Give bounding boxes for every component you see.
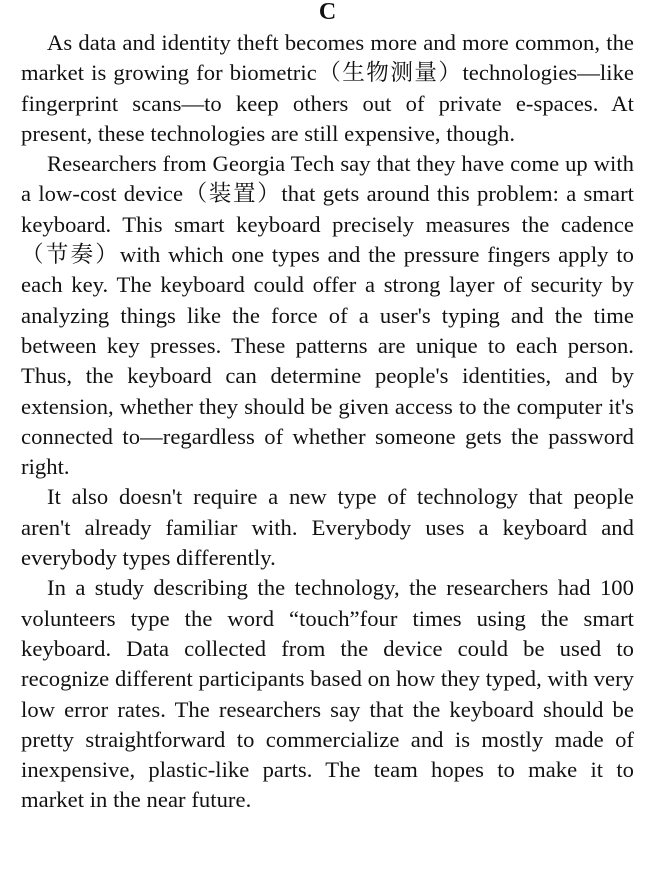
paragraph-2: Researchers from Georgia Tech say that they have come up with a low-cost device（装置）that gets around this problem: a smart keyboard. This smart keyboard precisely measures the cadence（节奏）with which one types and the pressure fingers apply to each key. The keyboard could offer a strong layer of security by analyzing things like the force of a user's typing and the time between key presses. These patterns are unique to each person. Thus, the keyboard can determine people's identities, and by extension, whether they should be given access to the computer it's connected to—regardless of whether someone gets the password right. [21,151,634,480]
paragraph-1: As data and identity theft becomes more and more common, the market is growing for biometric（生物测量）technologies—like fingerprint scans—to keep others out of private e-spaces. At present, these technologies are still expensive, though. [21,30,634,146]
paragraph-3: It also doesn't require a new type of technology that people aren't already familiar with. Everybody uses a keyboard and everybody types differently. [21,484,634,571]
section-heading: C [318,0,337,25]
paragraph-4: In a study describing the technology, the researchers had 100 volunteers type the word “touch”four times using the smart keyboard. Data collected from the device could be used to recognize different participants based on how they typed, with very low error rates. The researchers say that the keyboard should be pretty straightforward to commercialize and is mostly made of inexpensive, plastic-like parts. The team hopes to make it to market in the near future. [21,575,634,813]
